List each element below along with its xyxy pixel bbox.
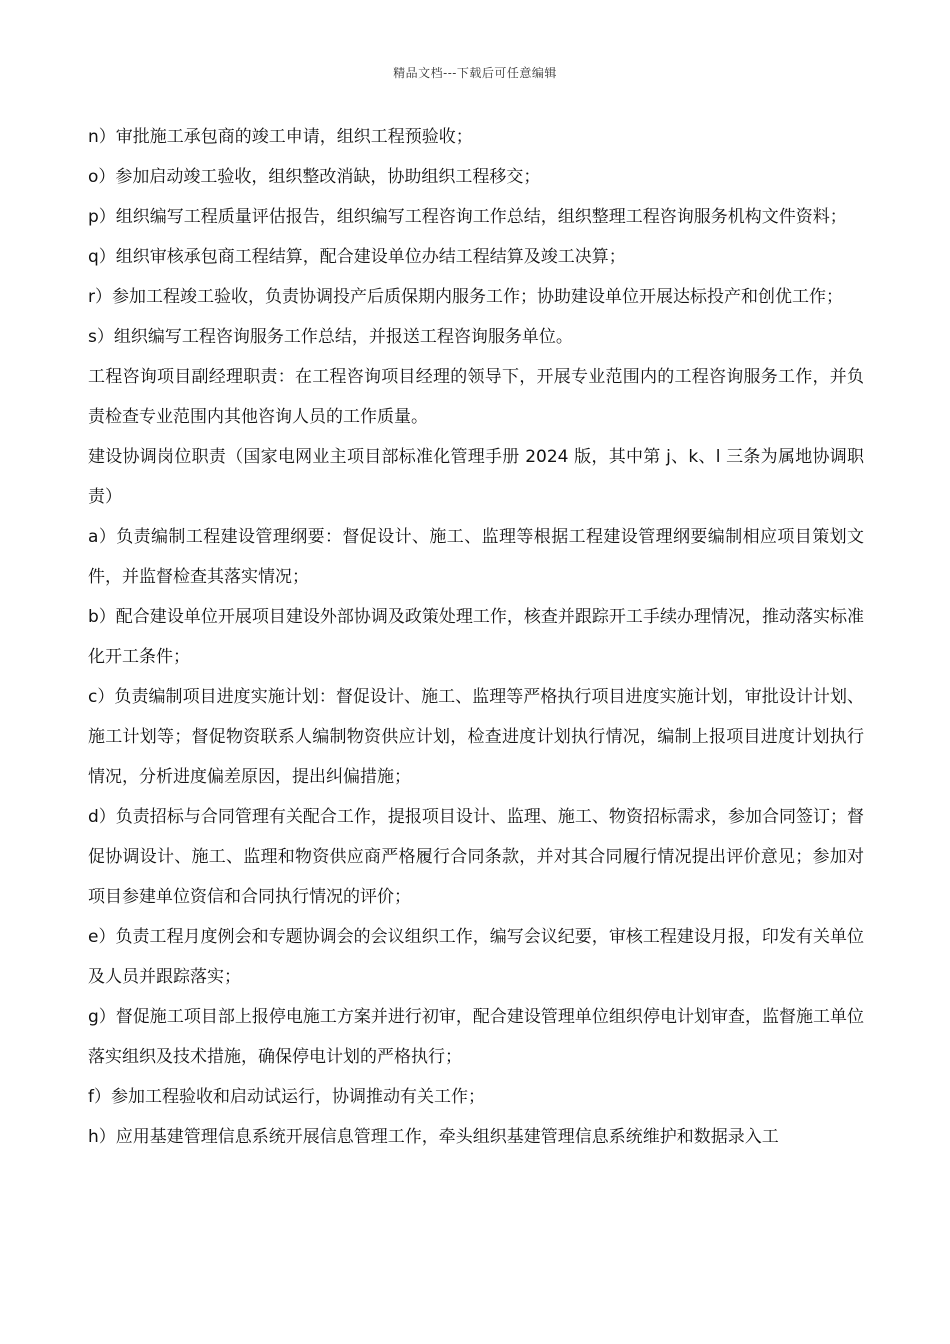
document-body (88, 117, 864, 1157)
paragraph-g: g）督促施工项目部上报停电施工方案并进行初审，配合建设管理单位组织停电计划审查，监督施工单位落实组织及技术措施，确保停电计划的严格执行； (88, 1007, 864, 1067)
paragraph-h: h）应用基建管理信息系统开展信息管理工作，牵头组织基建管理信息系统维护和数据录入工 (88, 1127, 779, 1147)
paragraph-d: d）负责招标与合同管理有关配合工作，提报项目设计、监理、施工、物资招标需求，参加合同签订；督促协调设计、施工、监理和物资供应商严格履行合同条款，并对其合同履行情况提出评价意见；参加对项目参建单位资信和合同执行情况的评价； (88, 807, 864, 907)
paragraph-b: b）配合建设单位开展项目建设外部协调及政策处理工作，核查并跟踪开工手续办理情况，推动落实标准化开工条件； (88, 607, 864, 667)
paragraph-deputy-manager-duties: 工程咨询项目副经理职责：在工程咨询项目经理的领导下，开展专业范围内的工程咨询服务工作，并负责检查专业范围内其他咨询人员的工作质量。 (88, 367, 864, 427)
paragraph-s: s）组织编写工程咨询服务工作总结，并报送工程咨询服务单位。 (88, 327, 573, 347)
paragraph-a: a）负责编制工程建设管理纲要：督促设计、施工、监理等根据工程建设管理纲要编制相应项目策划文件，并监督检查其落实情况； (88, 527, 864, 587)
paragraph-coordination-duties-heading: 建设协调岗位职责（国家电网业主项目部标准化管理手册 2024 版，其中第 j、k、l 三条为属地协调职责） (88, 447, 864, 507)
paragraph-r: r）参加工程竣工验收，负责协调投产后质保期内服务工作；协助建设单位开展达标投产和创优工作； (88, 287, 843, 307)
paragraph-p: p）组织编写工程质量评估报告，组织编写工程咨询工作总结，组织整理工程咨询服务机构文件资料； (88, 207, 847, 227)
page-header: 精品文档---下载后可任意编辑 (393, 66, 557, 80)
paragraph-q: q）组织审核承包商工程结算，配合建设单位办结工程结算及竣工决算； (88, 247, 626, 267)
paragraph-c: c）负责编制项目进度实施计划：督促设计、施工、监理等严格执行项目进度实施计划，审批设计计划、施工计划等；督促物资联系人编制物资供应计划，检查进度计划执行情况，编制上报项目进度计划执行情况，分析进度偏差原因，提出纠偏措施； (88, 687, 864, 787)
paragraph-e: e）负责工程月度例会和专题协调会的会议组织工作，编写会议纪要，审核工程建设月报，印发有关单位及人员并跟踪落实； (88, 927, 864, 987)
paragraph-n: n）审批施工承包商的竣工申请，组织工程预验收； (88, 127, 473, 147)
paragraph-o: o）参加启动竣工验收，组织整改消缺，协助组织工程移交； (88, 167, 541, 187)
paragraph-f: f）参加工程验收和启动试运行，协调推动有关工作； (88, 1087, 485, 1107)
